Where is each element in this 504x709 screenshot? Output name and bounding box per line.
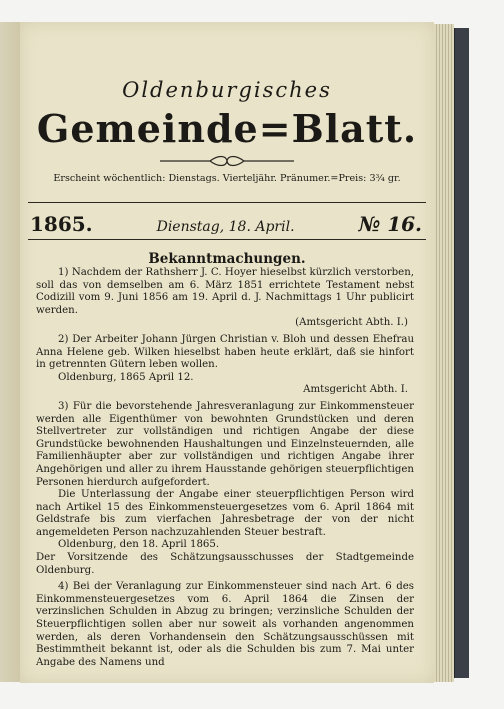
left-page-edge [0, 22, 21, 682]
masthead-small: Oldenburgisches [122, 78, 332, 102]
issue-number: № 16. [358, 212, 422, 236]
notice-2-signoff: Amtsgericht Abth. I. [303, 384, 408, 396]
notice-3-place-date: Oldenburg, den 18. April 1865. [58, 539, 220, 551]
section-title: Bekanntmachungen. [148, 251, 306, 267]
ornament-divider [20, 154, 434, 168]
subscription-line: Erscheint wöchentlich: Dienstags. Vierteljähr. Pränumer.=Preis: 3¾ gr. [53, 173, 401, 184]
newspaper-page [20, 22, 434, 683]
rule-top [28, 202, 426, 203]
notices-body [36, 267, 414, 669]
notice-3-text: 3) Für die bevorstehende Jahresveranlagung zur Einkommensteuer werden alle Eigenthümer von bewohnten Grundstücken und deren Stellvertreter zur vollständigen und richtigen Angabe der diese Grundstücke bewohnenden Haushaltungen und Einzelnsteuernden, alle Familienhäupter aber zur vollständigen und richtigen Angabe ihrer Angehörigen und aller zu ihrem Hausstande gehörigen steuerpflichtigen Personen hierdurch aufgefordert. [36, 400, 414, 488]
notice-2-place-date: Oldenburg, 1865 April 12. [58, 371, 194, 383]
rule-bottom [28, 239, 426, 240]
notice-1-text: 1) Nachdem der Rathsherr J. C. Hoyer hieselbst kürzlich verstorben, soll das von demselben am 6. März 1851 errichtete Testament nebst Codizill vom 9. Juni 1856 am 19. April d. J. Nachmittags 1 Uhr publicirt werden. [36, 267, 414, 316]
notice-2-text: 2) Der Arbeiter Johann Jürgen Christian v. Bloh und dessen Ehefrau Anna Helene geb. Wilken hieselbst haben heute erklärt, daß sie hinfort in getrennten Gütern leben wollen. [36, 333, 414, 371]
notice-3-text-2: Die Unterlassung der Angabe einer steuerpflichtigen Person wird nach Artikel 15 des Einkommensteuergesetzes vom 6. April 1864 mit Geldstrafe bis zum vierfachen Jahresbetrage der von der nicht angemeldeten Person nachzuzahlenden Steuer bestraft. [36, 489, 414, 538]
dateline [30, 212, 422, 236]
masthead-title: Gemeinde=Blatt. [36, 106, 418, 151]
notice-1-signoff: (Amtsgericht Abth. I.) [295, 317, 408, 329]
page-stack-edge [434, 24, 454, 682]
notice-4-text: 4) Bei der Veranlagung zur Einkommensteuer sind nach Art. 6 des Einkommensteuergesetzes vom 6. April 1864 die Zinsen der verzinslichen Schulden in Abzug zu bringen; verzinsliche Schulden der Steuerpflichtigen sollen aber nur soweit als vorhanden angenommen werden, als deren Vorhandensein den Schätzungsausschüssen mit Bestimmtheit bekannt ist, oder als die Schulden bis zum 7. Mai unter Angabe des Namens und [36, 581, 414, 668]
book-cover-edge [454, 28, 469, 678]
year: 1865. [30, 212, 93, 236]
issue-date: Dienstag, 18. April. [156, 219, 295, 235]
notice-3-signoff: Der Vorsitzende des Schätzungsausschusses der Stadtgemeinde Oldenburg. [36, 552, 414, 576]
